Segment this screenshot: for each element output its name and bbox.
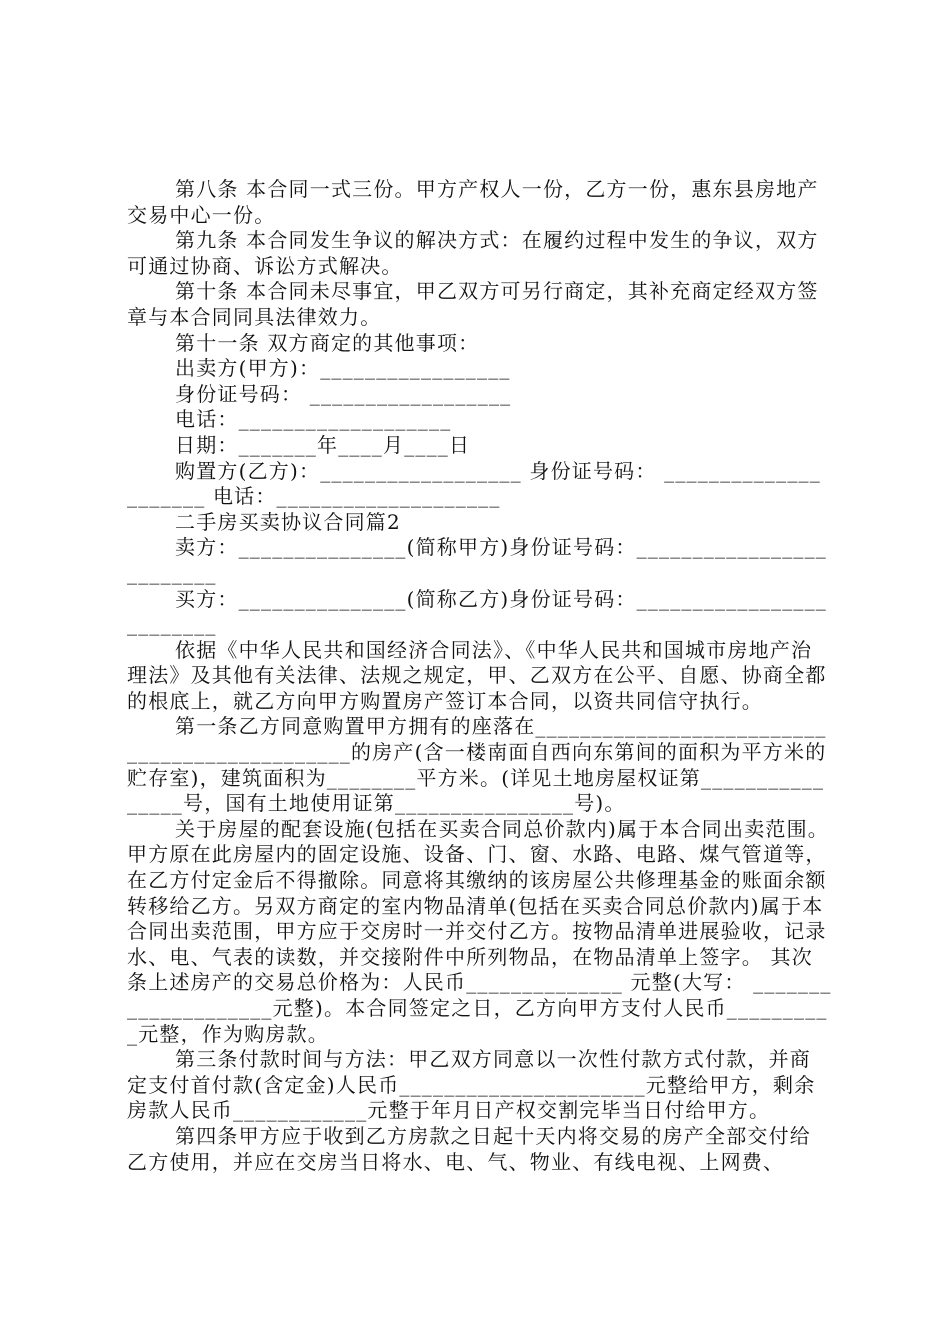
article-3: 第三条付款时间与方法：甲乙双方同意以一次性付款方式付款，并商定支付首付款(含定金)人民币______________________元整给甲方，剩余房款人民币____________元整于年月日产权交割完毕当日付给甲方。 <box>127 1047 816 1123</box>
phone-line: 电话：___________________ <box>175 407 452 432</box>
article-1: 第一条乙方同意购置甲方拥有的座落在______________________________________________的房产(含一楼南面自西向东第间的面积为平方米的贮存室)，建筑面积为________平方米。(详见土地房屋权证第________________号，国有土地使用证第________________号)。 <box>127 714 827 816</box>
seller-line: 出卖方(甲方)：_________________ <box>175 356 511 381</box>
facilities-paragraph: 关于房屋的配套设施(包括在买卖合同总价款内)属于本合同出卖范围。甲方原在此房屋内的固定设施、设备、门、窗、水路、电路、煤气管道等，在乙方付定金后不得撤除。同意将其缴纳的该房屋公共修理基金的账面余额转移给乙方。另双方商定的室内物品清单(包括在买卖合同总价款内)属于本合同出卖范围，甲方应于交房时一并交付乙方。按物品清单进展验收，记录水、电、气表的读数，并交接附件中所列物品，在物品清单上签字。 其次条上述房产的交易总价格为：人民币______________ 元整(大写： ____________________元整)。本合同签定之日，乙方向甲方支付人民币__________元整，作为购房款。 <box>127 816 832 1046</box>
article-9: 第九条 本合同发生争议的解决方式：在履约过程中发生的争议，双方可通过协商、诉讼方式解决。 <box>127 228 819 278</box>
article-10: 第十条 本合同未尽事宜，甲乙双方可另行商定，其补充商定经双方签章与本合同同具法律效力。 <box>127 279 819 329</box>
buyer-party-line: 买方：_______________(简称乙方)身份证号码：_________________________ <box>127 586 828 637</box>
date-line: 日期：_______年____月____日 <box>175 432 471 457</box>
seller-id-line: 身份证号码： __________________ <box>175 381 512 406</box>
article-8: 第八条 本合同一式三份。甲方产权人一份，乙方一份，惠东县房地产交易中心一份。 <box>127 177 819 227</box>
article-11: 第十一条 双方商定的其他事项： <box>175 330 480 355</box>
buyer-line: 购置方(乙方)：__________________ 身份证号码： _____________________ 电话：____________________ <box>127 458 821 509</box>
article-4: 第四条甲方应于收到乙方房款之日起十天内将交易的房产全部交付给乙方使用，并应在交房当日将水、电、气、物业、有线电视、上网费、 <box>127 1123 811 1174</box>
preamble: 依据《中华人民共和国经济合同法》、《中华人民共和国城市房地产治理法》及其他有关法律、法规之规定，甲、乙双方在公平、自愿、协商全都的根底上，就乙方向甲方购置房产签订本合同，以资共同信守执行。 <box>127 637 827 713</box>
section-heading: 二手房买卖协议合同篇2 <box>175 509 401 534</box>
seller-party-line: 卖方：_______________(简称甲方)身份证号码：_________________________ <box>127 535 828 585</box>
